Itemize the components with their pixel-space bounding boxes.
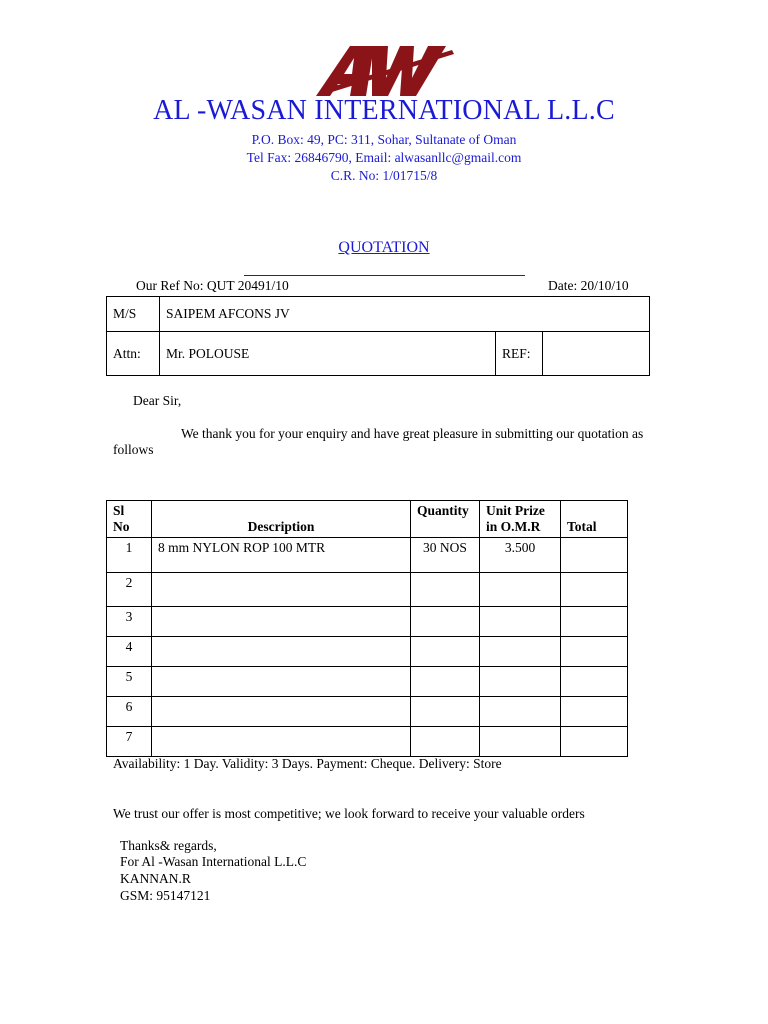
recipient-box	[106, 296, 650, 376]
cell-quantity	[411, 637, 480, 667]
table-row	[107, 538, 628, 573]
company-name: AL -WASAN INTERNATIONAL L.L.C	[153, 95, 615, 126]
cell-total	[561, 697, 628, 727]
ms-value: SAIPEM AFCONS JV	[160, 297, 650, 332]
intro-line-2: follows	[113, 442, 154, 457]
cell-unit-price	[480, 607, 561, 637]
signoff-1: Thanks& regards,	[120, 838, 217, 853]
our-ref: Our Ref No: QUT 20491/10	[136, 278, 289, 293]
table-row	[107, 573, 628, 607]
cell-unit-price	[480, 697, 561, 727]
ref-value	[543, 332, 650, 376]
header-description: Description	[152, 501, 411, 538]
signoff-4: GSM: 95147121	[120, 888, 211, 903]
cell-sl: 2	[107, 573, 152, 607]
salutation: Dear Sir,	[133, 393, 182, 408]
cell-unit-price	[480, 667, 561, 697]
cell-quantity: 30 NOS	[411, 538, 480, 573]
document-title: QUOTATION	[338, 239, 430, 256]
cell-description: 8 mm NYLON ROP 100 MTR	[152, 538, 411, 573]
attn-label: Attn:	[107, 332, 160, 376]
table-row	[107, 697, 628, 727]
cell-sl: 5	[107, 667, 152, 697]
cell-sl: 7	[107, 727, 152, 757]
cell-quantity	[411, 573, 480, 607]
attn-value: Mr. POLOUSE	[160, 332, 496, 376]
address-line-3: C.R. No: 1/01715/8	[330, 168, 438, 183]
cell-sl: 6	[107, 697, 152, 727]
cell-description	[152, 727, 411, 757]
company-logo	[316, 44, 454, 98]
address-line-1: P.O. Box: 49, PC: 311, Sohar, Sultanate of Oman	[251, 132, 517, 147]
address-line-2: Tel Fax: 26846790, Email: alwasanllc@gmail.com	[246, 150, 522, 165]
items-table	[106, 500, 628, 757]
date: Date: 20/10/10	[548, 278, 629, 293]
cell-quantity	[411, 607, 480, 637]
cell-total	[561, 573, 628, 607]
ref-label: REF:	[496, 332, 543, 376]
cell-sl: 3	[107, 607, 152, 637]
intro-line-1: We thank you for your enquiry and have great pleasure in submitting our quotation as	[181, 426, 644, 441]
header-quantity: Quantity	[411, 501, 480, 538]
cell-total	[561, 667, 628, 697]
cell-unit-price: 3.500	[480, 538, 561, 573]
table-row	[107, 637, 628, 667]
ms-label: M/S	[107, 297, 160, 332]
cell-unit-price	[480, 637, 561, 667]
cell-description	[152, 667, 411, 697]
table-row	[107, 667, 628, 697]
cell-unit-price	[480, 727, 561, 757]
header-unit-price: Unit Prize in O.M.R	[480, 501, 561, 538]
cell-total	[561, 607, 628, 637]
terms: Availability: 1 Day. Validity: 3 Days. Payment: Cheque. Delivery: Store	[113, 756, 502, 771]
header-total: Total	[561, 501, 628, 538]
signoff-3: KANNAN.R	[120, 871, 191, 886]
cell-unit-price	[480, 573, 561, 607]
table-row	[107, 727, 628, 757]
signoff-2: For Al -Wasan International L.L.C	[120, 854, 307, 869]
header-sl: Sl No	[107, 501, 152, 538]
cell-quantity	[411, 727, 480, 757]
closing: We trust our offer is most competitive; we look forward to receive your valuable orders	[113, 806, 585, 821]
cell-total	[561, 727, 628, 757]
cell-description	[152, 697, 411, 727]
table-row	[107, 607, 628, 637]
cell-description	[152, 607, 411, 637]
cell-sl: 4	[107, 637, 152, 667]
cell-quantity	[411, 697, 480, 727]
cell-quantity	[411, 667, 480, 697]
cell-description	[152, 573, 411, 607]
cell-total	[561, 538, 628, 573]
cell-description	[152, 637, 411, 667]
ref-underline	[244, 275, 525, 276]
cell-sl: 1	[107, 538, 152, 573]
cell-total	[561, 637, 628, 667]
